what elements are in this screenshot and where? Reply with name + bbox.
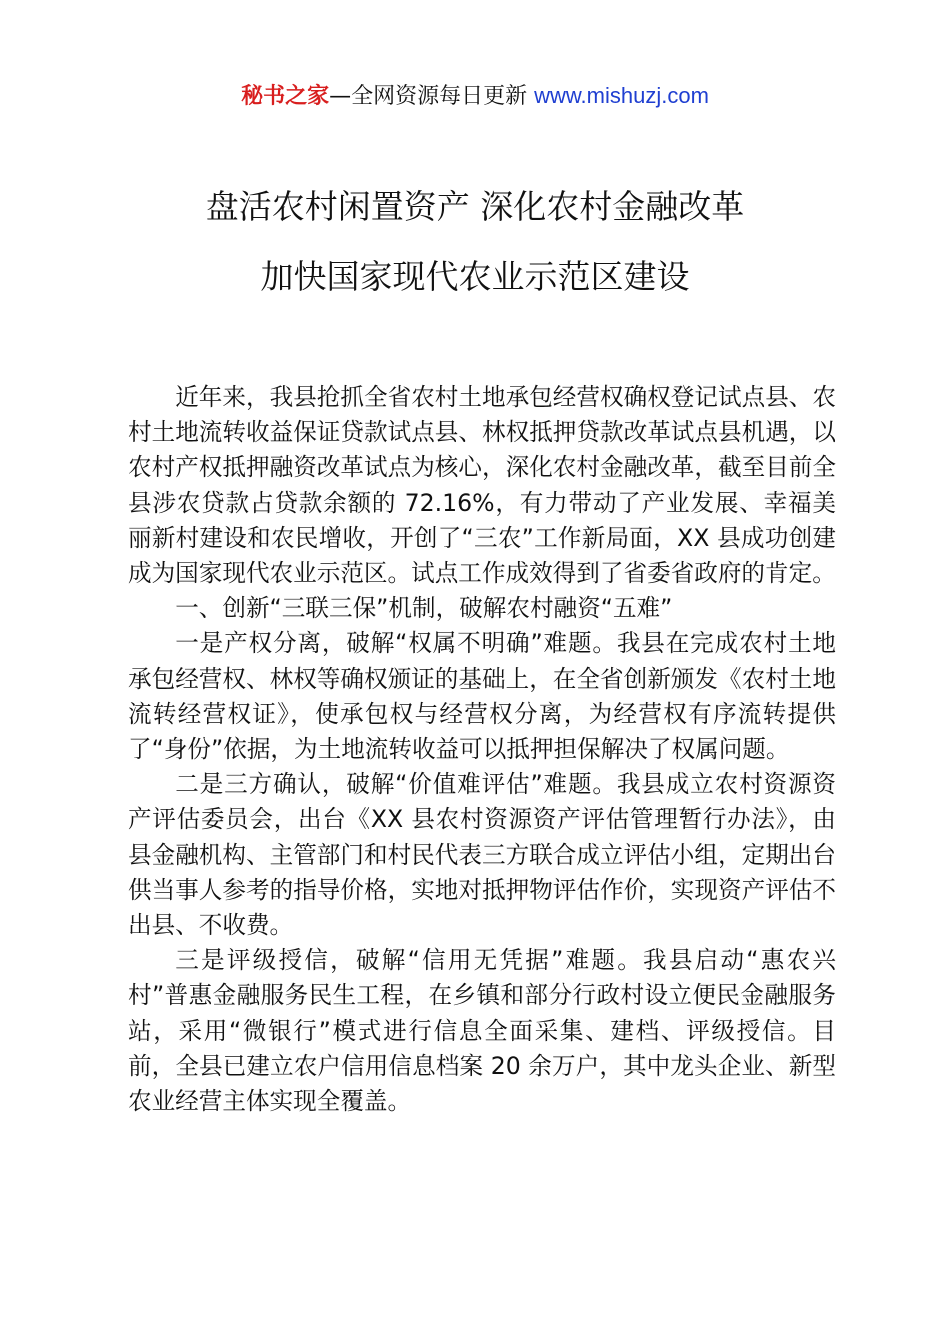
section-heading: 一、创新“三联三保”机制，破解农村融资“五难” xyxy=(175,594,673,623)
site-slogan: —全网资源每日更新 xyxy=(329,84,535,109)
site-header xyxy=(0,80,950,113)
site-brand: 秘书之家 xyxy=(241,84,330,109)
paragraph-intro: 近年来，我县抢抓全省农村土地承包经营权确权登记试点县、农村土地流转收益保证贷款试点县、林权抵押贷款改革试点县机遇，以农村产权抵押融资改革试点为核心，深化农村金融改革，截至目前全县涉农贷款占贷款余额的 72.16%，有力带动了产业发展、幸福美丽新村建设和农民增收，开创了“三农”工作新局面，XX 县成功创建成为国家现代农业示范区。试点工作成效得到了省委省政府的肯定。 xyxy=(128,383,836,588)
paragraph-point-1: 一是产权分离，破解“权属不明确”难题。我县在完成农村土地承包经营权、林权等确权颁证的基础上，在全省创新颁发《农村土地流转经营权证》，使承包权与经营权分离，为经营权有序流转提供了“身份”依据，为土地流转收益可以抵押担保解决了权属问题。 xyxy=(128,629,836,764)
document-title-line-2: 加快国家现代农业示范区建设 xyxy=(260,257,690,296)
site-url-link[interactable]: www.mishuzj.com xyxy=(534,83,709,108)
document-body xyxy=(128,380,836,1119)
document-title-line-1: 盘活农村闲置资产 深化农村金融改革 xyxy=(205,187,745,226)
paragraph-point-3: 三是评级授信，破解“信用无凭据”难题。我县启动“惠农兴村”普惠金融服务民生工程，在乡镇和部分行政村设立便民金融服务站，采用“微银行”模式进行信息全面采集、建档、评级授信。目前，全县已建立农户信用信息档案 20 余万户，其中龙头企业、新型农业经营主体实现全覆盖。 xyxy=(128,946,836,1116)
paragraph-point-2: 二是三方确认，破解“价值难评估”难题。我县成立农村资源资产评估委员会，出台《XX 县农村资源资产评估管理暂行办法》，由县金融机构、主管部门和村民代表三方联合成立评估小组，定期出台供当事人参考的指导价格，实地对抵押物评估作价，实现资产评估不出县、不收费。 xyxy=(128,770,836,940)
